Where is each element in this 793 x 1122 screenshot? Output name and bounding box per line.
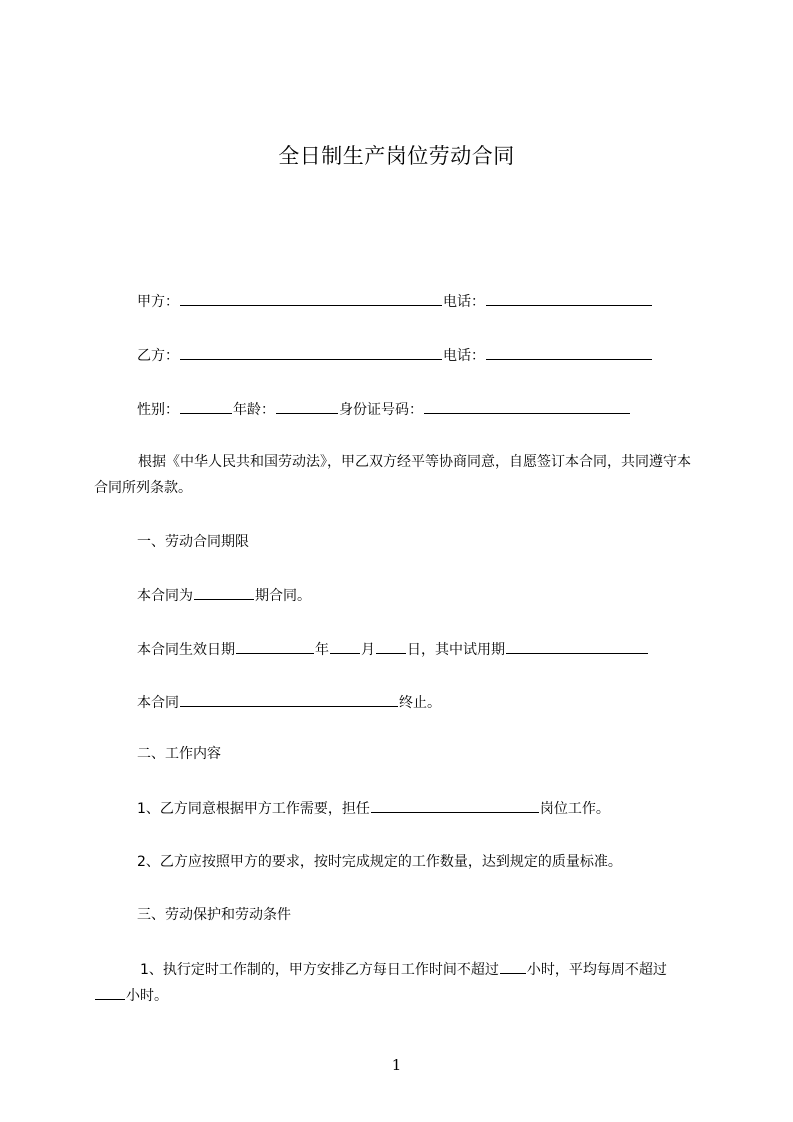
age-blank: [276, 399, 338, 414]
section3-item1: [94, 957, 694, 1009]
party-a-name-blank: [180, 291, 442, 306]
effective-day-blank: [376, 639, 406, 654]
effective-month-blank: [330, 639, 360, 654]
id-number-label: 身份证号码：: [339, 402, 423, 418]
effective-prefix: 本合同生效日期: [137, 642, 235, 658]
party-b-line: [137, 345, 653, 366]
party-b-phone-blank: [486, 345, 652, 360]
daily-hours-blank: [500, 959, 526, 974]
day-trial-label: 日，其中试用期: [407, 642, 505, 658]
contract-term-line: [137, 585, 311, 606]
gender-blank: [180, 399, 232, 414]
item1-part2: 小时，平均每周不超过: [526, 962, 667, 978]
section2-heading: 二、工作内容: [137, 746, 221, 762]
party-a-label: 甲方：: [137, 294, 179, 310]
month-label: 月: [361, 642, 375, 658]
effective-date-line: [137, 639, 649, 660]
contract-title: 全日制生产岗位劳动合同: [278, 144, 515, 168]
end-prefix: 本合同: [137, 695, 179, 711]
term-type-blank: [194, 585, 254, 600]
term-suffix: 期合同。: [255, 588, 311, 604]
job-position-blank: [371, 798, 539, 813]
party-a-phone-label: 电话：: [443, 294, 485, 310]
section1-heading: 一、劳动合同期限: [137, 534, 249, 550]
section2-item1: [137, 798, 610, 819]
item1-prefix: 1、乙方同意根据甲方工作需要，担任: [137, 801, 370, 817]
party-b-name-blank: [180, 345, 442, 360]
party-a-line: [137, 291, 653, 312]
effective-year-blank: [236, 639, 314, 654]
end-date-blank: [180, 692, 398, 707]
end-suffix: 终止。: [399, 695, 441, 711]
gender-label: 性别：: [137, 402, 179, 418]
section3-heading: 三、劳动保护和劳动条件: [137, 907, 291, 923]
party-a-phone-blank: [486, 291, 652, 306]
intro-paragraph: [94, 449, 694, 501]
party-b-phone-label: 电话：: [443, 348, 485, 364]
year-label: 年: [315, 642, 329, 658]
section2-item2: 2、乙方应按照甲方的要求，按时完成规定的工作数量，达到规定的质量标准。: [137, 854, 622, 870]
personal-info-line: [137, 399, 631, 420]
age-label: 年龄：: [233, 402, 275, 418]
page-number: 1: [391, 1056, 402, 1074]
party-b-label: 乙方：: [137, 348, 179, 364]
weekly-hours-blank: [95, 985, 125, 1000]
intro-text: 根据《中华人民共和国劳动法》，甲乙双方经平等协商同意，自愿签订本合同，共同遵守本合同所列条款。: [94, 454, 691, 496]
term-prefix: 本合同为: [137, 588, 193, 604]
trial-period-blank: [506, 639, 648, 654]
item1-part3: 小时。: [126, 988, 168, 1004]
item1-suffix: 岗位工作。: [539, 801, 610, 817]
id-number-blank: [424, 399, 630, 414]
contract-end-line: [137, 692, 441, 713]
item1-part1: 1、执行定时工作制的，甲方安排乙方每日工作时间不超过: [140, 962, 499, 978]
